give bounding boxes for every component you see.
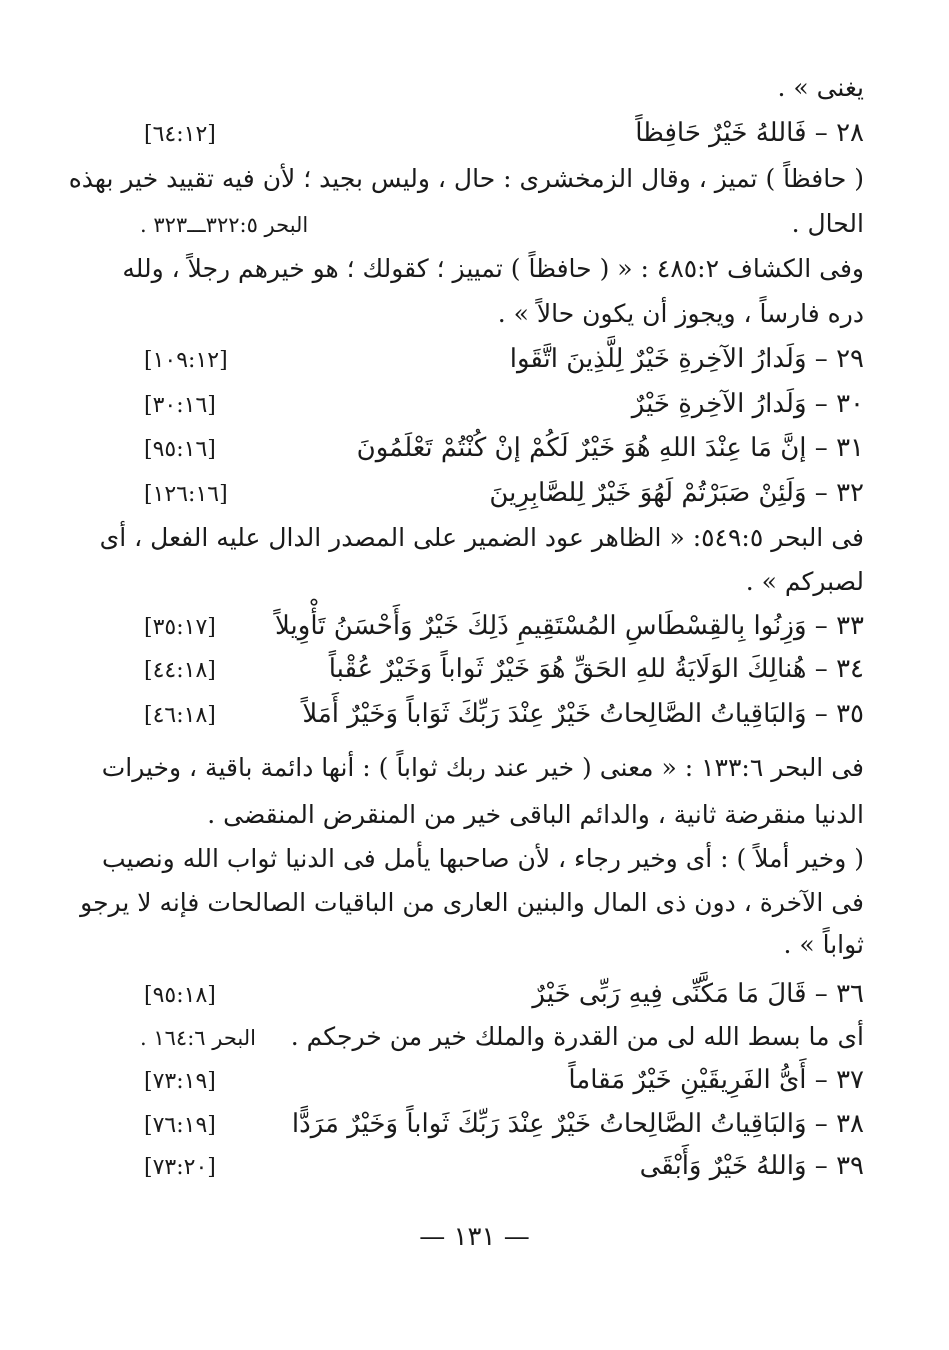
text-line: وفى الكشاف ٤٨٥:٢ : « ( حافظاً ) تمييز ؛ كقولك ؛ هو خيرهم رجلاً ، ولله bbox=[122, 254, 864, 283]
verse-entry bbox=[140, 653, 864, 687]
verse-entry bbox=[140, 610, 864, 644]
verse-reference: [٣٥:١٧] bbox=[144, 615, 216, 640]
verse-entry bbox=[140, 698, 864, 732]
verse-text: ٣٠ – وَلَدارُ الآخِرةِ خَيْرٌ bbox=[631, 389, 864, 419]
verse-text: ٣٣ – وَزِنُوا بِالقِسْطَاسِ المُسْتَقِيمِ ذَلِكَ خَيْرٌ وَأَحْسَنُ تَأْوِيلاً bbox=[275, 611, 864, 641]
verse-text: ٢٩ – وَلَدارُ الآخِرةِ خَيْرٌ لِلَّذِينَ اتَّقَوا bbox=[509, 344, 864, 374]
text-segment: الحال . bbox=[791, 209, 864, 238]
verse-reference: [٩٥:١٦] bbox=[144, 437, 216, 462]
text-line: دره فارساً ، ويجوز أن يكون حالاً » . bbox=[497, 299, 864, 328]
verse-reference: [٩٥:١٨] bbox=[144, 983, 216, 1008]
text-line-with-source bbox=[140, 1021, 864, 1054]
verse-entry bbox=[140, 978, 864, 1012]
text-line: ( وخير أملاً ) : أى وخير رجاء ، لأن صاحبها يأمل فى الدنيا ثواب الله ونصيب bbox=[101, 844, 864, 873]
verse-entry bbox=[140, 432, 864, 466]
verse-reference: [٧٦:١٩] bbox=[144, 1113, 216, 1138]
text-line: ثواباً » . bbox=[783, 930, 864, 959]
text-line: لصبركم » . bbox=[745, 567, 864, 596]
verse-entry bbox=[140, 117, 864, 151]
verse-entry bbox=[140, 477, 864, 511]
verse-text: ٣٨ – وَالبَاقِياتُ الصَّالِحاتُ خَيْرٌ عِنْدَ رَبِّكَ ثَواباً وَخَيْرٌ مَرَدًّا bbox=[291, 1109, 864, 1139]
verse-text: ٣٥ – وَالبَاقِياتُ الصَّالِحاتُ خَيْرٌ عِنْدَ رَبِّكَ ثَوَاباً وَخَيْرٌ أَمَلاً bbox=[302, 699, 864, 729]
verse-text: ٣٧ – أَىُّ الفَرِيقَيْنِ خَيْرٌ مَقاماً bbox=[568, 1065, 864, 1095]
text-line: فى البحر ١٣٣:٦ : « معنى ( خير عند ربك ثواباً ) : أنها دائمة باقية ، وخيرات bbox=[101, 753, 864, 782]
text-segment: أى ما بسط الله لى من القدرة والملك خير من خرجكم . bbox=[290, 1022, 864, 1051]
verse-entry bbox=[140, 388, 864, 422]
verse-reference: [١٢٦:١٦] bbox=[144, 482, 228, 507]
verse-text: ٢٨ – فَاللهُ خَيْرٌ حَافِظاً bbox=[635, 118, 864, 148]
source-citation: البحر ٣٢٢:٥ـــ٣٢٣ . bbox=[140, 213, 309, 237]
verse-reference: [٧٣:١٩] bbox=[144, 1069, 216, 1094]
verse-entry bbox=[140, 1108, 864, 1142]
text-line: يغنى » . bbox=[777, 73, 864, 102]
verse-entry bbox=[140, 1150, 864, 1184]
text-line: فى الآخرة ، دون ذى المال والبنين العارى من الباقيات الصالحات فإنه لا يرجو bbox=[80, 888, 864, 917]
verse-text: ٣٦ – قَالَ مَا مَكَّنِّى فِيهِ رَبِّى خَيْرٌ bbox=[532, 979, 864, 1009]
verse-reference: [٣٠:١٦] bbox=[144, 393, 216, 418]
source-citation: البحر ١٦٤:٦ . bbox=[140, 1026, 256, 1050]
verse-text: ٣٤ – هُنالِكَ الوَلَايَةُ للهِ الحَقِّ هُوَ خَيْرٌ ثَواباً وَخَيْرٌ عُقْباً bbox=[328, 654, 864, 684]
verse-reference: [٧٣:٢٠] bbox=[144, 1155, 216, 1180]
verse-reference: [١٠٩:١٢] bbox=[144, 348, 228, 373]
text-line-with-source bbox=[140, 208, 864, 241]
verse-reference: [٦٤:١٢] bbox=[144, 122, 216, 147]
verse-entry bbox=[140, 343, 864, 377]
verse-text: ٣٢ – وَلَئِنْ صَبَرْتُمْ لَهُوَ خَيْرٌ لِلصَّابِرِينَ bbox=[489, 478, 864, 508]
text-line: فى البحر ٥٤٩:٥: « الظاهر عود الضمير على المصدر الدال عليه الفعل ، أى bbox=[99, 523, 864, 552]
text-line: الدنيا منقرضة ثانية ، والدائم الباقى خير من المنقرض المنقضى . bbox=[207, 800, 864, 829]
verse-text: ٣١ – إنَّ مَا عِنْدَ اللهِ هُوَ خَيْرٌ لَكُمْ إنْ كُنْتُمْ تَعْلَمُونَ bbox=[356, 433, 864, 463]
verse-reference: [٤٦:١٨] bbox=[144, 703, 216, 728]
verse-text: ٣٩ – وَاللهُ خَيْرٌ وَأَبْقَى bbox=[639, 1151, 864, 1181]
verse-entry bbox=[140, 1064, 864, 1098]
verse-reference: [٤٤:١٨] bbox=[144, 658, 216, 683]
page-number: — ١٣١ — bbox=[419, 1222, 530, 1252]
text-line: ( حافظاً ) تميز ، وقال الزمخشرى : حال ، وليس بجيد ؛ لأن فيه تقييد خير بهذه bbox=[68, 164, 864, 193]
